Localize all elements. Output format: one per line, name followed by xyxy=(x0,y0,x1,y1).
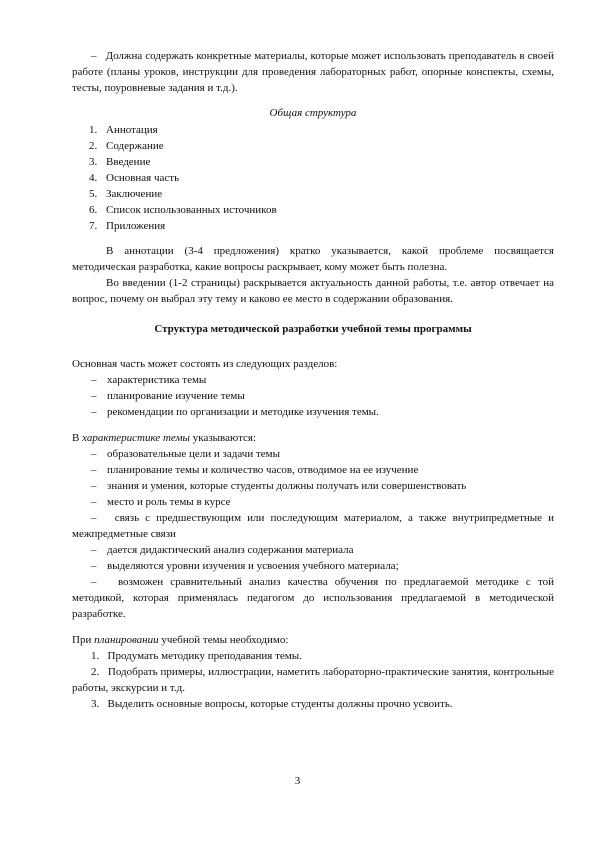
structure-item xyxy=(72,218,554,234)
item-text: характеристика темы xyxy=(107,374,207,386)
item-text: дается дидактический анализ содержания материала xyxy=(107,544,354,556)
lead-text: указываются: xyxy=(190,432,257,444)
structure-item xyxy=(72,122,554,138)
structure-item xyxy=(72,138,554,154)
structure-list xyxy=(72,122,554,234)
planning-lead xyxy=(72,632,554,648)
paragraph-introduction: Во введении (1-2 страницы) раскрывается актуальность данной работы, т.е. автор отвечает на вопрос, почему он выбрал эту тему и каково ее место в содержании образования. xyxy=(72,277,554,305)
main-part-list xyxy=(72,372,554,420)
item-text: Продумать методику преподавания темы. xyxy=(107,650,302,662)
planning-list xyxy=(72,648,554,712)
item-text: образовательные цели и задачи темы xyxy=(107,448,281,460)
list-item xyxy=(72,558,554,574)
paragraph-annotation: В аннотации (3-4 предложения) кратко указывается, какой проблеме посвящается методическая разработка, какие вопросы раскрывает, кому может быть полезна. xyxy=(72,245,554,273)
characteristics-list xyxy=(72,446,554,622)
item-text: выделяются уровни изучения и усвоения учебного материала; xyxy=(107,560,399,572)
item-text: место и роль темы в курсе xyxy=(107,496,231,508)
lead-emphasis: характеристике темы xyxy=(82,432,191,444)
item-text: Выделить основные вопросы, которые студенты должны прочно усвоить. xyxy=(107,698,453,710)
item-text: Содержание xyxy=(106,140,164,152)
item-number: 6. xyxy=(89,204,98,216)
item-text: Подобрать примеры, иллюстрации, наметить лабораторно-практические занятия, контрольные работы, экскурсии и т.д. xyxy=(72,666,555,694)
item-number: 2. xyxy=(91,666,100,678)
intro-bullet-text: Должна содержать конкретные материалы, которые может использовать преподаватель в своей работе (планы уроков, инструкции для проведения лабораторных работ, опорные конспекты, схемы, тесты, поуровневые задания и т.д.). xyxy=(72,50,554,94)
list-item xyxy=(72,404,554,420)
item-text: планирование изучение темы xyxy=(107,390,245,402)
bullet-dash: – xyxy=(91,374,97,386)
list-item xyxy=(72,542,554,558)
item-text: знания и умения, которые студенты должны получать или совершенствовать xyxy=(107,480,467,492)
bullet-dash: – xyxy=(91,544,97,556)
intro-bullet xyxy=(72,48,554,96)
item-number: 2. xyxy=(89,140,98,152)
list-item xyxy=(72,574,554,622)
item-number: 7. xyxy=(89,220,98,232)
spacer xyxy=(72,420,554,430)
bullet-dash: – xyxy=(91,406,97,418)
item-text: Заключение xyxy=(106,188,163,200)
lead-text: При xyxy=(72,634,95,646)
list-item xyxy=(72,478,554,494)
item-number: 3. xyxy=(89,156,98,168)
list-item xyxy=(72,510,554,542)
list-item xyxy=(72,372,554,388)
item-text: Приложения xyxy=(106,220,166,232)
planning-item xyxy=(72,648,554,664)
list-item xyxy=(72,494,554,510)
item-number: 3. xyxy=(91,698,100,710)
list-item xyxy=(72,388,554,404)
item-text: Основная часть xyxy=(106,172,180,184)
structure-item xyxy=(72,154,554,170)
spacer xyxy=(72,622,554,632)
item-text: Введение xyxy=(106,156,151,168)
lead-text: В xyxy=(72,432,83,444)
item-number: 1. xyxy=(89,124,98,136)
item-number: 1. xyxy=(91,650,100,662)
item-text: возможен сравнительный анализ качества обучения по предлагаемой методике с той методикой, которая применялась педагогом до использования предлагаемой в методической разработке. xyxy=(72,576,555,620)
bullet-dash: – xyxy=(91,496,97,508)
item-text: планирование темы и количество часов, отводимое на ее изучение xyxy=(107,464,419,476)
item-text: Аннотация xyxy=(106,124,158,136)
item-text: связь с предшествующим или последующим материалом, а также внутрипредметные и межпредметные связи xyxy=(72,512,554,540)
item-text: рекомендации по организации и методике изучения темы. xyxy=(107,406,379,418)
bullet-dash: – xyxy=(91,448,97,460)
bullet-dash: – xyxy=(91,50,97,62)
bullet-dash: – xyxy=(91,576,97,588)
bullet-dash: – xyxy=(91,512,97,524)
structure-item xyxy=(72,202,554,218)
list-item xyxy=(72,446,554,462)
lead-text: учебной темы необходимо: xyxy=(158,634,289,646)
page-number: 3 xyxy=(294,775,301,787)
structure-item xyxy=(72,170,554,186)
bullet-dash: – xyxy=(91,390,97,402)
bullet-dash: – xyxy=(91,560,97,572)
item-number: 4. xyxy=(89,172,98,184)
document-page xyxy=(72,48,554,712)
main-part-lead: Основная часть может состоять из следующих разделов: xyxy=(72,358,338,370)
structure-title: Общая структура xyxy=(269,107,357,119)
item-text: Список использованных источников xyxy=(106,204,277,216)
structure-item xyxy=(72,186,554,202)
bullet-dash: – xyxy=(91,480,97,492)
section-heading: Структура методической разработки учебной темы программы xyxy=(154,323,472,335)
planning-item xyxy=(72,696,554,712)
lead-emphasis: планировании xyxy=(94,634,159,646)
characteristics-lead xyxy=(72,430,554,446)
spacer xyxy=(72,234,554,243)
bullet-dash: – xyxy=(91,464,97,476)
list-item xyxy=(72,462,554,478)
item-number: 5. xyxy=(89,188,98,200)
planning-item xyxy=(72,664,554,696)
